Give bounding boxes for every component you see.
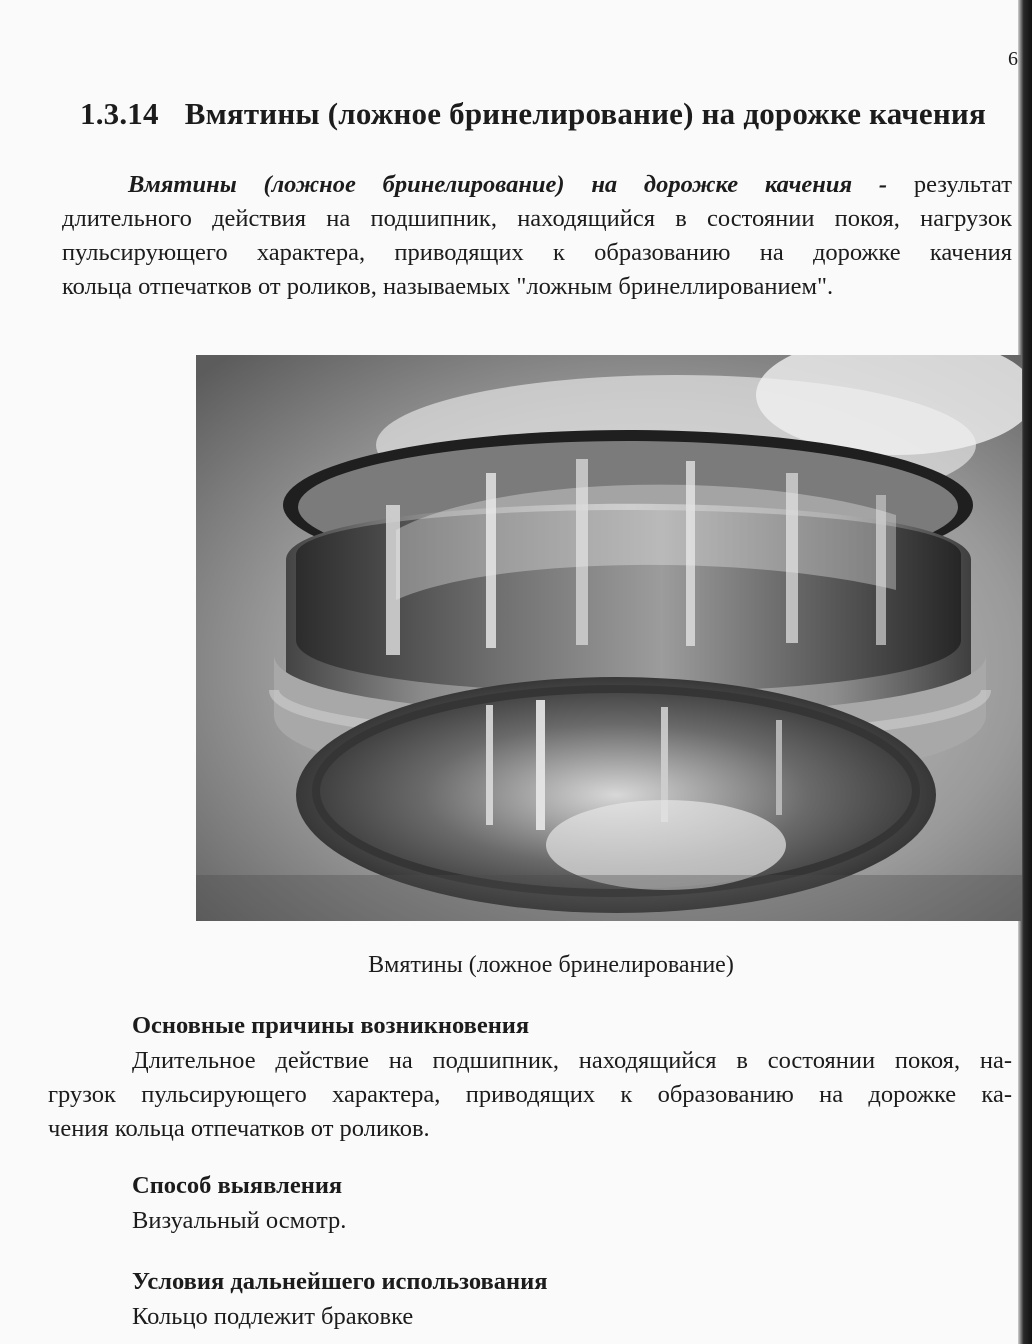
intro-line-1: Вмятины (ложное бринелирование) на дорожке качения - результат (128, 171, 1012, 198)
intro-line-2: длительного действия на подшипник, находящийся в состоянии покоя, нагрузок (62, 205, 1012, 232)
figure-caption: Вмятины (ложное бринелирование) (368, 952, 734, 978)
causes-title: Основные причины возникновения (132, 1012, 530, 1039)
usage-text: Кольцо подлежит браковке (132, 1303, 414, 1330)
defined-term: Вмятины (ложное бринелирование) на дорожке качения - (128, 171, 888, 198)
detection-title: Способ выявления (132, 1172, 343, 1199)
causes-line-3: чения кольца отпечатков от роликов. (48, 1115, 430, 1142)
section-number: 1.3.14 (80, 96, 159, 131)
bearing-ring-illustration (196, 355, 1022, 921)
page-number: 6 (1008, 48, 1018, 70)
intro-paragraph (62, 168, 1012, 304)
usage-title: Условия дальнейшего использования (132, 1268, 548, 1295)
section-title: Вмятины (ложное бринелирование) на дорожке качения (184, 96, 986, 131)
causes-line-1: Длительное действие на подшипник, находящийся в состоянии покоя, на- (132, 1047, 1012, 1074)
detection-text: Визуальный осмотр. (132, 1207, 347, 1234)
intro-line-3: пульсирующего характера, приводящих к образованию на дорожке качения (62, 239, 1012, 266)
intro-line-4: кольца отпечатков от роликов, называемых "ложным бринеллированием". (62, 273, 834, 300)
bearing-ring-photo (196, 355, 1022, 921)
causes-line-2: грузок пульсирующего характера, приводящих к образованию на дорожке ка- (48, 1081, 1012, 1108)
section-heading (80, 96, 986, 132)
